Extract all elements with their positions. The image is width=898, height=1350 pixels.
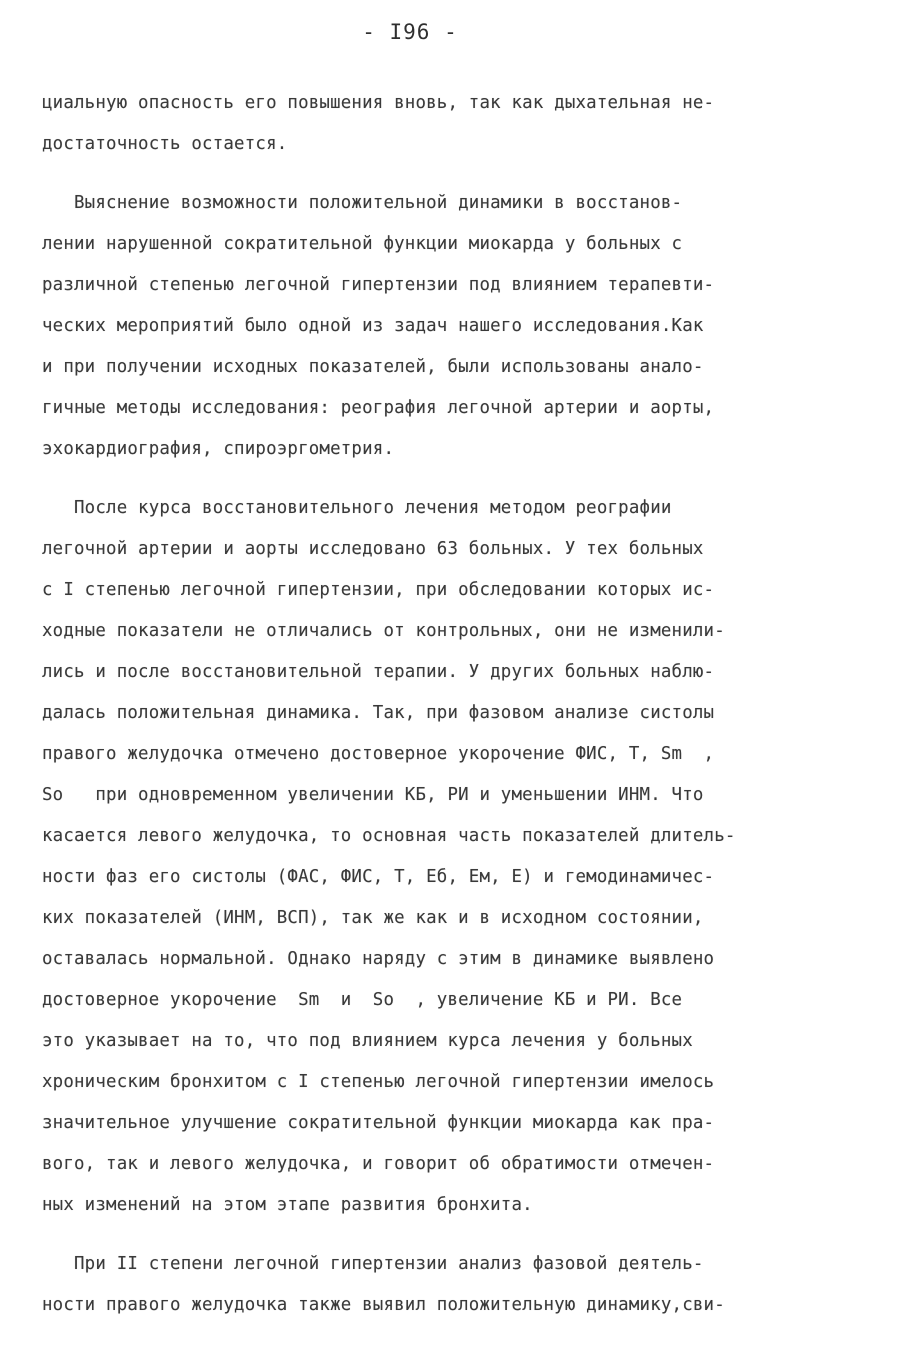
text-line: вого, так и левого желудочка, и говорит об обратимости отмечен- <box>42 1154 715 1174</box>
text-line: эхокардиография, спироэргометрия. <box>42 439 395 459</box>
text-line: ности фаз его систолы (ФАС, ФИС, Т, Eб, Eм, E) и гемодинамичес- <box>42 867 715 887</box>
text-line: и при получении исходных показателей, были использованы анало- <box>42 357 704 377</box>
text-line: Выяснение возможности положительной динамики в восстанов- <box>42 193 683 213</box>
text-line: После курса восстановительного лечения методом реографии <box>42 498 672 518</box>
text-line: различной степенью легочной гипертензии под влиянием терапевти- <box>42 275 715 295</box>
text-line: лись и после восстановительной терапии. У других больных наблю- <box>42 662 715 682</box>
text-line: это указывает на то, что под влиянием курса лечения у больных <box>42 1031 693 1051</box>
text-line: достоверное укорочение Sm и So , увеличение КБ и РИ. Все <box>42 990 683 1010</box>
paragraph-gap <box>42 1226 842 1244</box>
text-line: далась положительная динамика. Так, при фазовом анализе систолы <box>42 703 715 723</box>
text-line: правого желудочка отмечено достоверное укорочение ФИС, Т, Sm , <box>42 744 715 764</box>
text-line: ных изменений на этом этапе развития бронхита. <box>42 1195 533 1215</box>
text-line: легочной артерии и аорты исследовано 63 больных. У тех больных <box>42 539 704 559</box>
text-line: с I степенью легочной гипертензии, при обследовании которых ис- <box>42 580 715 600</box>
text-line: касается левого желудочка, то основная часть показателей длитель- <box>42 826 736 846</box>
text-line: значительное улучшение сократительной функции миокарда как пра- <box>42 1113 715 1133</box>
text-line: So при одновременном увеличении КБ, РИ и уменьшении ИНМ. Что <box>42 785 704 805</box>
text-line: хроническим бронхитом с I степенью легочной гипертензии имелось <box>42 1072 715 1092</box>
page-number: - I96 - <box>362 20 458 44</box>
body-text <box>42 83 842 1326</box>
paragraph-gap <box>42 470 842 488</box>
text-line: ности правого желудочка также выявил положительную динамику,сви- <box>42 1295 725 1315</box>
text-line: ходные показатели не отличались от контрольных, они не изменили- <box>42 621 725 641</box>
text-line: гичные методы исследования: реография легочной артерии и аорты, <box>42 398 715 418</box>
text-line: достаточность остается. <box>42 134 288 154</box>
text-line: При II степени легочной гипертензии анализ фазовой деятель- <box>42 1254 704 1274</box>
text-line: оставалась нормальной. Однако наряду с этим в динамике выявлено <box>42 949 715 969</box>
paragraph-gap <box>42 165 842 183</box>
text-line: циальную опасность его повышения вновь, так как дыхательная не- <box>42 93 715 113</box>
text-line: лении нарушенной сократительной функции миокарда у больных с <box>42 234 683 254</box>
text-line: ких показателей (ИНМ, ВСП), так же как и в исходном состоянии, <box>42 908 704 928</box>
text-line: ческих мероприятий было одной из задач нашего исследования.Как <box>42 316 704 336</box>
